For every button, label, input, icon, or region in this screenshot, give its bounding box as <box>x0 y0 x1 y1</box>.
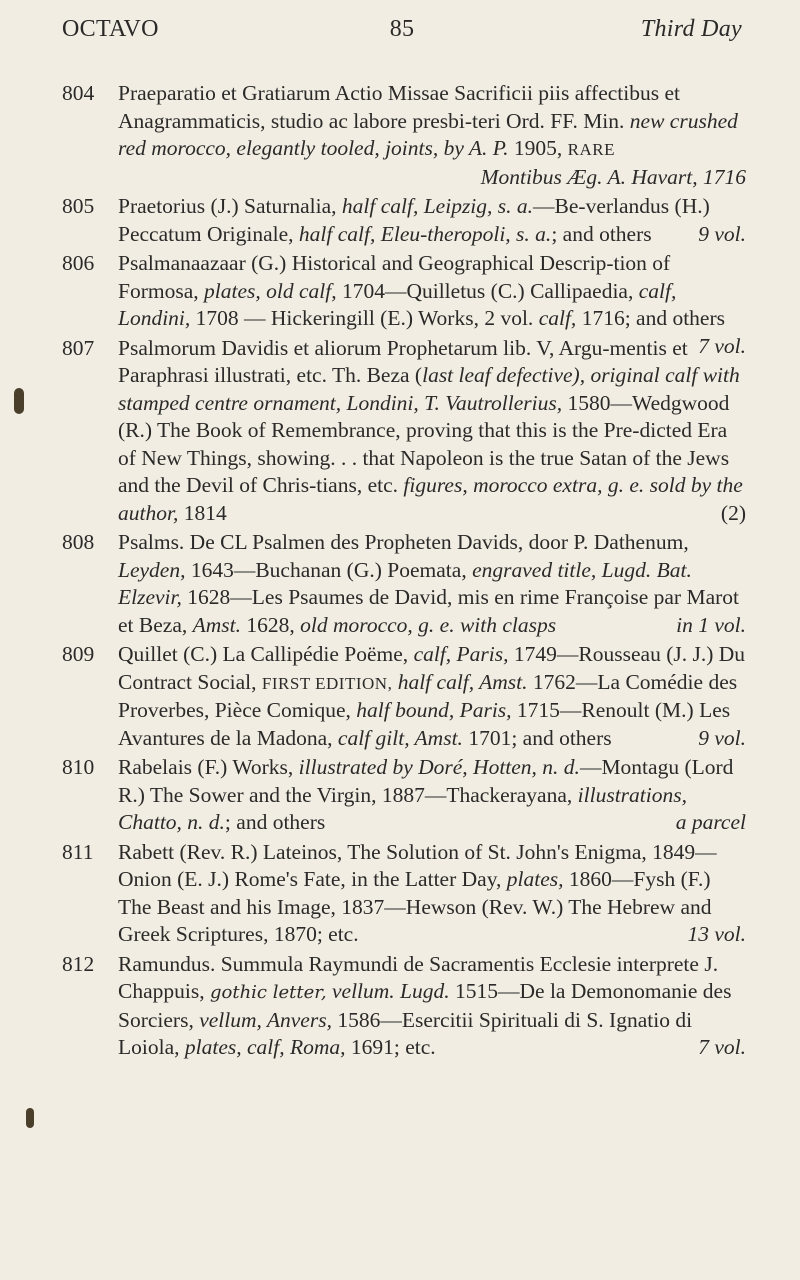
description-text: —Montagu (Lord R.) The Sower and the Virgin, 1887—Thackerayana, <box>118 755 734 807</box>
description-text: 1708 — Hickeringill (E.) Works, 2 vol. <box>190 306 539 330</box>
description-text: 1515—De la Demonomanie des Sorciers, <box>118 979 732 1032</box>
description-text: 1580—Wedgwood (R.) The Book of Remembrance, proving that this is the Pre-dicted Era of New Things, showing. . . that Napoleon is the true Satan of the Jews and the Devil of Chris-tians, etc. <box>118 390 730 497</box>
description-italic: calf, <box>538 306 577 330</box>
description-italic: plates, old calf, <box>204 278 337 303</box>
description-text: 1905, <box>508 136 568 160</box>
description-italic: new crushed red morocco, elegantly tooled, joints, by A. P. <box>118 108 738 160</box>
description-text: ; and others <box>224 810 326 834</box>
description-text: 1762—La Comédie des Proverbes, Pièce Comique, <box>118 669 738 722</box>
description-italic: last leaf defective), original calf with stamped centre ornament, Londini, T. Vautrollerius, <box>118 363 740 415</box>
lot-entry <box>62 839 746 949</box>
description-italic: Amst. <box>192 612 241 637</box>
description-italic: plates, calf, Roma, <box>184 1035 346 1059</box>
lot-entry <box>62 754 746 837</box>
description-text: 1586—Esercitii Spirituali di S. Ignatio di Loiola, <box>118 1007 693 1059</box>
description-text: Praetorius (J.) Saturnalia, <box>118 194 342 218</box>
margin-mark <box>14 388 24 414</box>
description-text: Psalmanaazaar (G.) Historical and Geographical Descrip-tion of Formosa, <box>118 251 671 303</box>
lot-number: 810 <box>62 755 95 779</box>
running-head-right: Third Day <box>640 16 742 42</box>
running-head-left: OCTAVO <box>62 16 159 42</box>
running-head <box>62 16 742 56</box>
page-number: 85 <box>389 16 415 42</box>
lot-description <box>118 754 746 837</box>
lot-list <box>62 80 746 1064</box>
volume-count: a parcel <box>675 810 746 834</box>
rarity-note: RARE <box>567 140 615 159</box>
lot-number: 809 <box>62 642 95 666</box>
margin-mark <box>26 1108 34 1128</box>
volume-count: (2) <box>720 500 746 525</box>
description-text: 1749—Rousseau (J. J.) Du Contract Social, <box>118 642 746 694</box>
description-italic: illustrations, Chatto, n. d. <box>118 782 687 834</box>
lot-description <box>118 250 746 358</box>
description-italic: half calf, Leipzig, s. a. <box>341 194 534 218</box>
lot-entry <box>62 951 746 1062</box>
description-italic: engraved title, Lugd. Bat. Elzevir, <box>118 557 692 609</box>
description-text: Ramundus. Summula Raymundi de Sacramentis Ecclesie interprete J. Chappuis, <box>118 951 719 1003</box>
volume-count: 7 vol. <box>698 1035 746 1059</box>
description-italic: plates, <box>506 867 564 891</box>
description-text: 1628—Les Psaumes de David, mis en rime Françoise par Marot et Beza, <box>118 585 739 637</box>
description-text: 1691; etc. <box>345 1035 436 1059</box>
description-text: 1704—Quilletus (C.) Callipaedia, <box>336 278 639 303</box>
volume-count: 7 vol. <box>698 333 746 358</box>
lot-description <box>118 839 746 949</box>
lot-entry <box>62 641 746 752</box>
lot-number: 808 <box>62 530 95 554</box>
description-text: 1628, <box>241 612 301 637</box>
description-text: Psalms. De CL Psalmen des Propheten Davids, door P. Dathenum, <box>118 530 689 554</box>
description-italic: vellum, Anvers, <box>199 1007 332 1032</box>
description-text: —Be-verlandus (H.) Peccatum Originale, <box>118 194 710 246</box>
description-italic: calf, Paris, <box>413 642 509 666</box>
description-text: Rabelais (F.) Works, <box>118 755 299 779</box>
lot-number: 812 <box>62 951 95 976</box>
lot-number: 804 <box>62 81 95 105</box>
volume-count: 13 vol. <box>687 922 746 946</box>
lot-description <box>118 80 746 164</box>
volume-count: 9 vol. <box>698 725 746 750</box>
description-text: 1701; and others <box>462 725 612 750</box>
lot-number: 807 <box>62 335 95 360</box>
gothic-letter-note: gothic letter, <box>209 982 327 1003</box>
description-text: 1643—Buchanan (G.) Poemata, <box>185 557 473 582</box>
description-text: Rabett (Rev. R.) Lateinos, The Solution of St. John's Enigma, 1849—Onion (E. J.) Rome's Fate, in the Latter Day, <box>118 839 717 891</box>
lot-number: 805 <box>62 194 95 218</box>
description-italic: calf gilt, Amst. <box>337 725 463 750</box>
lot-number: 811 <box>62 839 94 864</box>
description-text: Quillet (C.) La Callipédie Poëme, <box>118 642 414 666</box>
description-text: Praeparatio et Gratiarum Actio Missae Sacrificii piis affectibus et Anagrammaticis, studio ac labore presbi-teri Ord. FF. Min. <box>118 81 681 133</box>
description-italic: old morocco, g. e. with clasps <box>300 612 557 637</box>
description-text: 1715—Renoult (M.) Les Avantures de la Madona, <box>118 698 731 750</box>
lot-description <box>118 193 746 248</box>
lot-entry <box>62 193 746 248</box>
description-text: Psalmorum Davidis et aliorum Prophetarum lib. V, Argu-mentis et Paraphrasi illustrati, etc. Th. Beza ( <box>118 335 688 387</box>
lot-number: 806 <box>62 251 95 275</box>
description-italic: vellum. Lugd. <box>331 979 450 1003</box>
description-text: 1716; and others <box>576 306 725 330</box>
volume-count: 9 vol. <box>698 221 746 246</box>
description-italic: half calf, Amst. <box>397 669 528 694</box>
description-italic: illustrated by Doré, Hotten, n. d. <box>298 755 580 779</box>
lot-description <box>118 529 746 639</box>
lot-description <box>118 335 746 528</box>
description-italic: calf, Londini, <box>118 278 677 330</box>
description-italic: half calf, Eleu-theropoli, s. a. <box>298 221 552 246</box>
lot-description <box>118 641 746 752</box>
description-italic: half bound, Paris, <box>356 698 512 722</box>
lot-entry <box>62 335 746 528</box>
description-text: 1860—Fysh (F.) The Beast and his Image, 1837—Hewson (Rev. W.) The Hebrew and Greek Scriptures, 1870; etc. <box>118 867 712 946</box>
description-text: ; and others <box>551 221 652 246</box>
lot-entry <box>62 80 746 191</box>
lot-description <box>118 951 746 1062</box>
description-italic: Leyden, <box>118 557 186 582</box>
imprint-line: Montibus Æg. A. Havart, 1716 <box>480 164 746 189</box>
lot-entry <box>62 529 746 639</box>
description-italic: figures, morocco extra, g. e. sold by the author, <box>118 473 743 525</box>
volume-count: in 1 vol. <box>676 612 746 637</box>
description-text: 1814 <box>178 500 227 525</box>
edition-note: FIRST EDITION, <box>261 673 393 693</box>
